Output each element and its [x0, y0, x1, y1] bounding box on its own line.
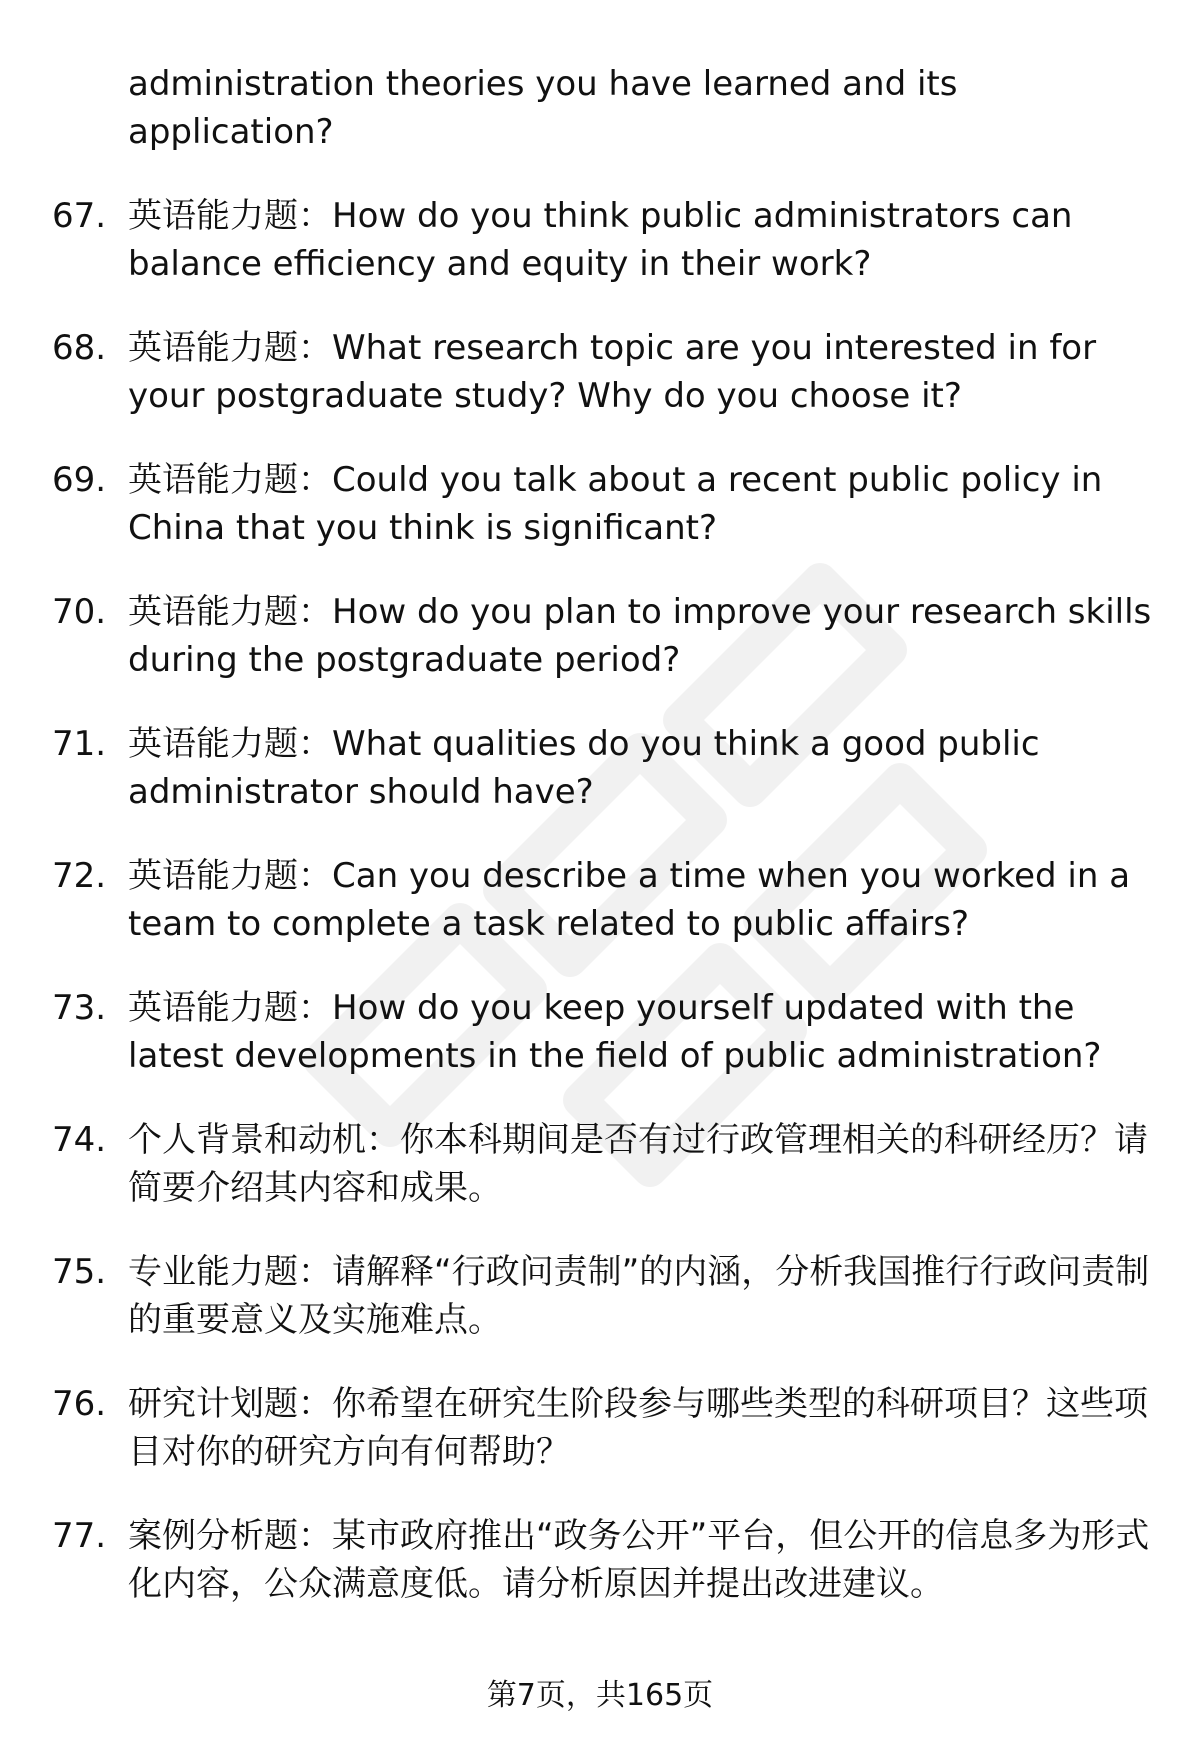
list-item	[0, 1248, 1200, 1380]
question-text: 英语能力题：How do you think public administrators can balance efficiency and equity in their work?	[128, 196, 1073, 284]
question-text: 研究计划题：你希望在研究生阶段参与哪些类型的科研项目？这些项目对你的研究方向有何帮助？	[128, 1384, 1148, 1472]
question-text: 案例分析题：某市政府推出“政务公开”平台，但公开的信息多为形式化内容，公众满意度低。请分析原因并提出改进建议。	[128, 1516, 1150, 1604]
question-number: 75.	[52, 1252, 107, 1292]
list-item	[0, 984, 1200, 1116]
list-item	[0, 1512, 1200, 1644]
question-text: 个人背景和动机：你本科期间是否有过行政管理相关的科研经历？请简要介绍其内容和成果。	[128, 1120, 1148, 1208]
question-number: 72.	[52, 856, 107, 896]
list-item	[0, 192, 1200, 324]
list-item	[0, 720, 1200, 852]
list-item	[0, 852, 1200, 984]
list-item	[0, 456, 1200, 588]
question-number: 69.	[52, 460, 107, 500]
question-number: 77.	[52, 1516, 107, 1556]
question-text: 英语能力题：Could you talk about a recent public policy in China that you think is significant?	[128, 460, 1103, 548]
page-footer: 第7页，共165页	[486, 1678, 714, 1713]
question-number: 68.	[52, 328, 107, 368]
question-text: 英语能力题：How do you keep yourself updated with the latest developments in the field of public administration?	[128, 988, 1102, 1076]
list-item	[0, 324, 1200, 456]
question-number: 67.	[52, 196, 107, 236]
question-text: 英语能力题：What qualities do you think a good public administrator should have?	[128, 724, 1040, 812]
question-list	[0, 192, 1200, 1644]
question-text: 英语能力题：What research topic are you interested in for your postgraduate study? Why do you choose it?	[128, 328, 1097, 416]
question-number: 70.	[52, 592, 107, 632]
list-item	[0, 1116, 1200, 1248]
question-continuation: administration theories you have learned and its application?	[128, 64, 958, 152]
question-text: 英语能力题：Can you describe a time when you worked in a team to complete a task related to public affairs?	[128, 856, 1131, 944]
question-text: 专业能力题：请解释“行政问责制”的内涵，分析我国推行行政问责制的重要意义及实施难点。	[128, 1252, 1150, 1340]
question-number: 76.	[52, 1384, 107, 1424]
list-item	[0, 588, 1200, 720]
question-text: 英语能力题：How do you plan to improve your research skills during the postgraduate period?	[128, 592, 1152, 680]
question-number: 74.	[52, 1120, 107, 1160]
question-number: 73.	[52, 988, 107, 1028]
question-number: 71.	[52, 724, 107, 764]
list-item	[0, 1380, 1200, 1512]
